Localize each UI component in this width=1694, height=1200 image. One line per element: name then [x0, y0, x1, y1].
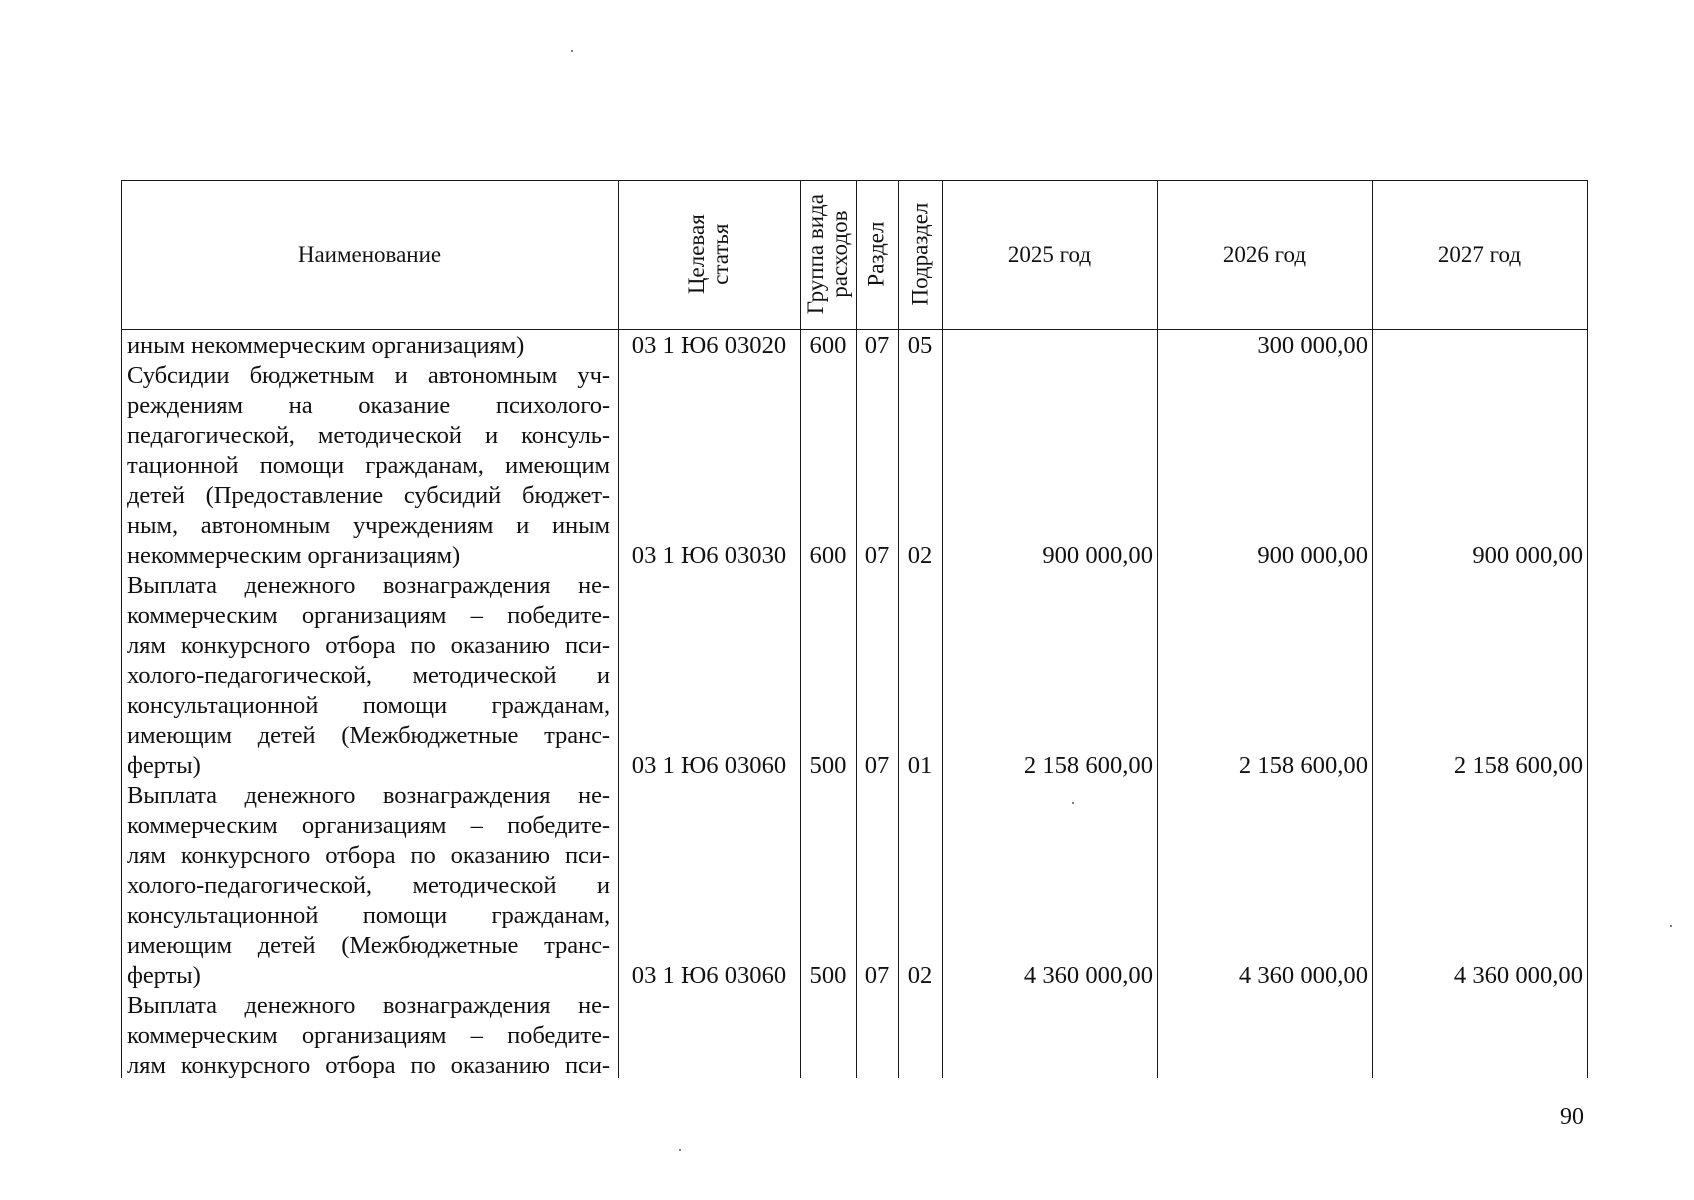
header-target-article: [618, 180, 800, 329]
name-line: некоммерческим организациям): [127, 542, 461, 569]
cell-subsection: 01: [907, 752, 933, 779]
cell-expense-group: 600: [809, 542, 847, 569]
header-expense-group-label: [804, 194, 852, 314]
header-name: [121, 180, 618, 329]
header-expense-group-line2: расходов: [827, 210, 853, 299]
budget-table: [121, 180, 1588, 1078]
scan-speck: [571, 50, 573, 52]
name-line: холого-педагогической, методической и: [127, 872, 610, 899]
cell-target-article: 03 1 Ю6 03030: [631, 542, 787, 569]
header-year-2025-label: 2025 год: [1007, 241, 1092, 267]
scan-speck: [679, 1149, 681, 1151]
table-right-border: [1587, 180, 1588, 1078]
name-line: консультационной помощи гражданам,: [127, 902, 610, 929]
name-line: Выплата денежного вознаграждения не-: [127, 572, 610, 599]
header-year-2027-label: 2027 год: [1437, 241, 1522, 267]
cell-target-article: 03 1 Ю6 03060: [631, 962, 787, 989]
name-line: ферты): [127, 752, 201, 779]
header-target-article-line2: статья: [707, 223, 733, 286]
header-subsection: [898, 180, 942, 329]
name-line: педагогической, методической и консуль-: [127, 422, 610, 449]
cell-year-2027: 4 360 000,00: [1453, 962, 1583, 989]
header-subsection-label: Подраздел: [906, 203, 932, 306]
header-target-article-line1: Целевая: [683, 214, 709, 295]
header-section-label: Раздел: [863, 221, 889, 288]
header-expense-group: [800, 180, 856, 329]
header-section: [856, 180, 898, 329]
header-year-2026: [1157, 180, 1372, 329]
page-number: 90: [1560, 1104, 1584, 1130]
header-bottom-border: [121, 329, 1588, 330]
header-target-article-label: [685, 215, 733, 295]
name-column-text: [127, 331, 610, 1081]
cell-target-article: 03 1 Ю6 03020: [631, 332, 787, 359]
cell-year-2026: 2 158 600,00: [1238, 752, 1368, 779]
cell-section: 07: [864, 332, 890, 359]
name-line: консультационной помощи гражданам,: [127, 692, 610, 719]
name-line: лям конкурсного отбора по оказанию пси-: [127, 632, 610, 659]
cell-year-2027: 2 158 600,00: [1453, 752, 1583, 779]
header-year-2026-label: 2026 год: [1222, 241, 1307, 267]
name-line: коммерческим организациям – победите-: [127, 812, 610, 839]
scan-speck: [1670, 925, 1672, 927]
cell-year-2025: 4 360 000,00: [1023, 962, 1153, 989]
name-line: лям конкурсного отбора по оказанию пси-: [127, 1052, 610, 1079]
header-year-2027: [1372, 180, 1587, 329]
cell-target-article: 03 1 Ю6 03060: [631, 752, 787, 779]
cell-section: 07: [864, 542, 890, 569]
name-line: коммерческим организациям – победите-: [127, 602, 610, 629]
cell-section: 07: [864, 752, 890, 779]
name-line: реждениям на оказание психолого-: [127, 392, 610, 419]
cell-subsection: 05: [907, 332, 933, 359]
scan-speck: [1072, 802, 1074, 804]
name-line: Выплата денежного вознаграждения не-: [127, 782, 610, 809]
cell-year-2026: 300 000,00: [1257, 332, 1368, 359]
cell-expense-group: 500: [809, 962, 847, 989]
cell-year-2025: 2 158 600,00: [1023, 752, 1153, 779]
name-line: детей (Предоставление субсидий бюджет-: [127, 482, 610, 509]
name-line: коммерческим организациям – победите-: [127, 1022, 610, 1049]
cell-year-2025: 900 000,00: [1042, 542, 1153, 569]
name-line: тационной помощи гражданам, имеющим: [127, 452, 610, 479]
header-name-label: Наименование: [297, 241, 442, 267]
cell-expense-group: 500: [809, 752, 847, 779]
header-year-2025: [942, 180, 1157, 329]
cell-subsection: 02: [907, 542, 933, 569]
name-line: ферты): [127, 962, 201, 989]
name-line: Субсидии бюджетным и автономным уч-: [127, 362, 610, 389]
cell-subsection: 02: [907, 962, 933, 989]
name-line: Выплата денежного вознаграждения не-: [127, 992, 610, 1019]
name-line: холого-педагогической, методической и: [127, 662, 610, 689]
cell-year-2026: 4 360 000,00: [1238, 962, 1368, 989]
name-line: лям конкурсного отбора по оказанию пси-: [127, 842, 610, 869]
name-line: имеющим детей (Межбюджетные транс-: [127, 932, 610, 959]
cell-year-2026: 900 000,00: [1257, 542, 1368, 569]
name-line: имеющим детей (Межбюджетные транс-: [127, 722, 610, 749]
cell-expense-group: 600: [809, 332, 847, 359]
cell-section: 07: [864, 962, 890, 989]
cell-year-2027: 900 000,00: [1472, 542, 1583, 569]
header-expense-group-line1: Группа вида: [802, 194, 828, 315]
name-line: иным некоммерческим организациям): [127, 332, 525, 359]
name-line: ным, автономным учреждениям и иным: [127, 512, 610, 539]
